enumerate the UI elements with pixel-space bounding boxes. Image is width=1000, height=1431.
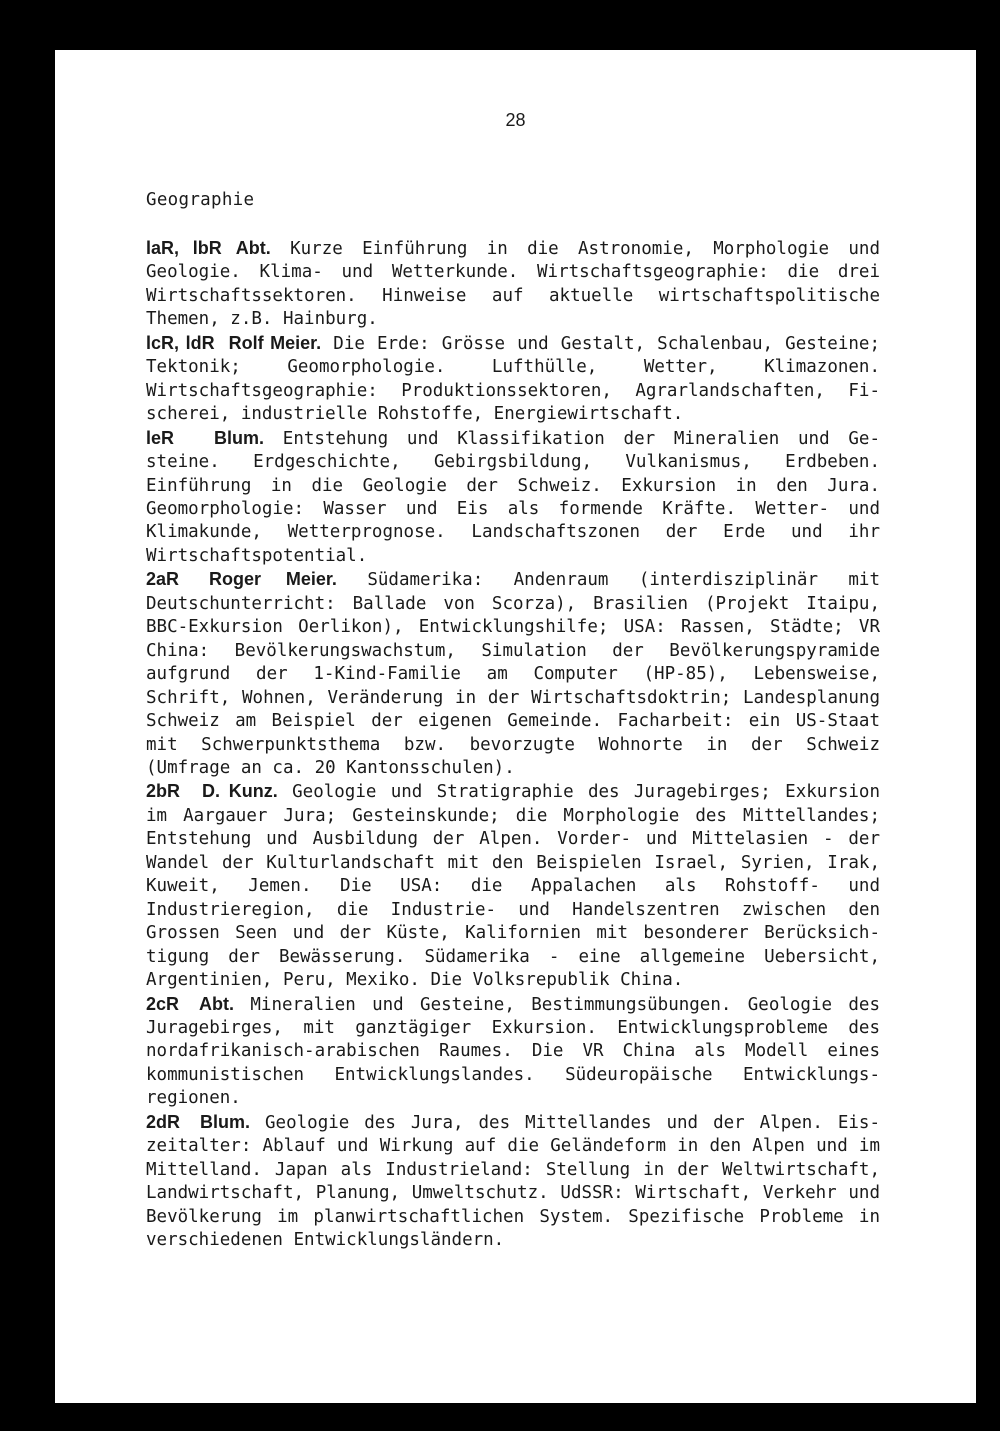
teacher-name: Blum. [200, 1111, 251, 1132]
course-entry [146, 1111, 880, 1253]
course-entry [146, 993, 880, 1111]
course-list [146, 237, 880, 1252]
course-description: Geologie des Jura, des Mittellandes und der Alpen. Eiszeitalter: Ablauf und Wirkung auf die Geländeform in den Alpen und im Mittelland. Japan als Industrieland: Stellung in der Weltwirtschaft, Landwirtschaft, Planung, Umweltschutz. UdSSR: Wirtschaft, Verkehr und Bevölkerung im planwirtschaftlichen System. Spezifische Probleme in verschiedenen Entwicklungsländern. [146, 1112, 880, 1251]
class-code: laR, lbR [146, 238, 222, 258]
course-entry [146, 332, 880, 427]
course-description: Entstehung und Klassifikation der Mineralien und Gesteine. Erdgeschichte, Gebirgsbildung, Vulkanismus, Erdbeben. Einführung in die Geologie der Schweiz. Exkursion in den Jura. Geomorphologie: Wasser und Eis als formende Kräfte. Wetter- und Klimakunde, Wetterprognose. Landschaftszonen der Erde und ihr Wirtschaftspotential. [146, 428, 880, 566]
course-entry [146, 780, 880, 992]
teacher-name: D. Kunz. [202, 781, 278, 802]
section-heading: Geographie [146, 190, 255, 210]
teacher-name: Abt. [235, 238, 271, 258]
course-description: Kurze Einführung in die Astronomie, Morphologie und Geologie. Klima- und Wetterkunde. Wirtschaftsgeographie: die drei Wirtschaftssektoren. Hinweise auf aktuelle wirtschaftspolitische Themen, z.B. Hainburg. [146, 239, 880, 330]
course-description: Geologie und Stratigraphie des Juragebirges; Exkursion im Aargauer Jura; Gesteinskunde; die Morphologie des Mittellandes; Entstehung und Ausbildung der Alpen. Vorder- und Mittelasien - der Wandel der Kulturlandschaft mit den Beispielen Israel, Syrien, Irak, Kuweit, Jemen. Die USA: die Appalachen als Rohstoff- und Industrieregion, die Industrie- und Handelszentren zwischen den Grossen Seen und der Küste, Kalifornien mit besonderer Berücksichtigung der Bewässerung. Südamerika - eine allgemeine Uebersicht, Argentinien, Peru, Mexiko. Die Volksrepublik China. [146, 782, 880, 991]
class-code: leR [146, 427, 175, 448]
class-code: lcR, ldR [146, 332, 215, 353]
course-entry [146, 568, 880, 780]
class-code: 2bR [146, 781, 181, 802]
course-entry [146, 427, 880, 569]
teacher-name: Roger Meier. [209, 569, 337, 590]
class-code: 2cR [146, 993, 180, 1014]
teacher-name: Abt. [199, 993, 235, 1014]
page-number: 28 [505, 110, 526, 130]
document-page [55, 50, 976, 1403]
course-description: Mineralien und Gesteine, Bestimmungsübungen. Geologie des Juragebirges, mit ganztägiger Exkursion. Entwicklungsprobleme des nordafrikanisch-arabischen Raumes. Die VR China als Modell eines kommunistischen Entwicklungslandes. Südeuropäische Entwicklungsregionen. [146, 994, 880, 1109]
course-description: Die Erde: Grösse und Gestalt, Schalenbau, Gesteine; Tektonik; Geomorphologie. Lufthülle, Wetter, Klimazonen. Wirtschaftsgeographie: Produktionssektoren, Agrarlandschaften, Fischerei, industrielle Rohstoffe, Energiewirtschaft. [146, 333, 880, 425]
teacher-name: Blum. [214, 427, 265, 448]
class-code: 2dR [146, 1111, 181, 1132]
class-code: 2aR [146, 569, 180, 590]
course-description: Südamerika: Andenraum (interdisziplinär mit Deutschunterricht: Ballade von Scorza), Brasilien (Projekt Itaipu, BBC-Exkursion Oerlikon), Entwicklungshilfe; USA: Rassen, Städte; VR China: Bevölkerungswachstum, Simulation der Bevölkerungspyramide aufgrund der 1-Kind-Familie am Computer (HP-85), Lebensweise, Schrift, Wohnen, Veränderung in der Wirtschaftsdoktrin; Landesplanung Schweiz am Beispiel der eigenen Gemeinde. Facharbeit: ein US-Staat mit Schwerpunktsthema bzw. bevorzugte Wohnorte in der Schweiz (Umfrage an ca. 20 Kantonsschulen). [146, 570, 880, 778]
teacher-name: Rolf Meier. [228, 332, 322, 353]
course-entry [146, 237, 880, 332]
